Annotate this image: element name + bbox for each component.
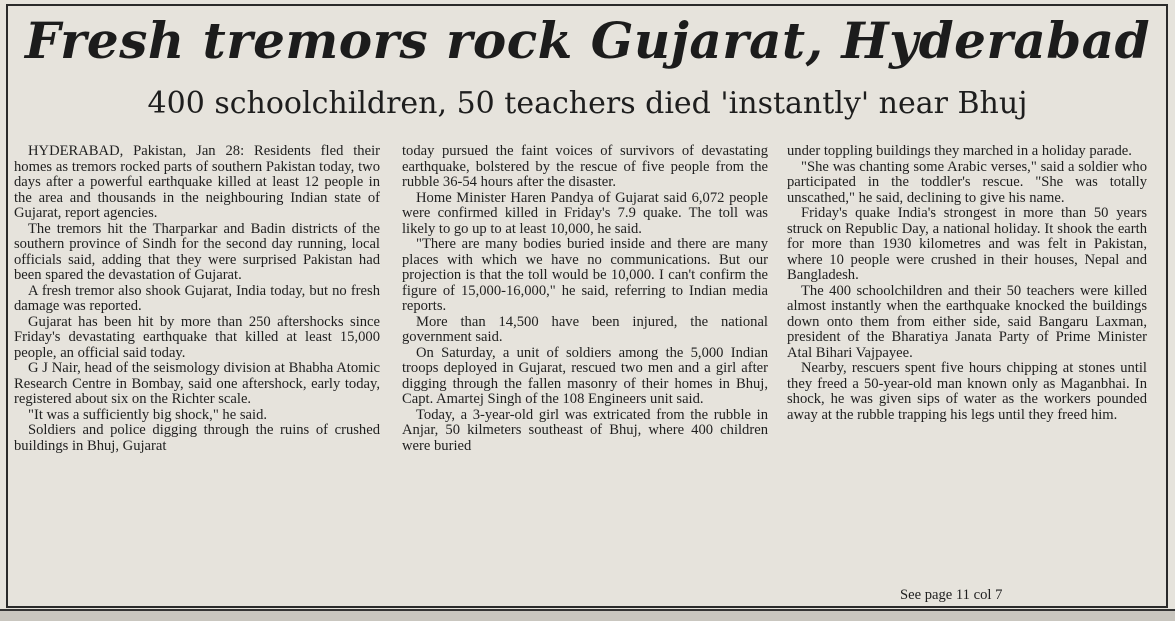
- headline: Fresh tremors rock Gujarat, Hyderabad: [24, 11, 1151, 70]
- paragraph: under toppling buildings they marched in a holiday parade.: [787, 144, 1132, 159]
- subheadline: 400 schoolchildren, 50 teachers died 'instantly' near Bhuj: [147, 86, 1028, 121]
- paragraph: More than 14,500 have been injured, the national government said.: [402, 313, 768, 345]
- paragraph: "She was chanting some Arabic verses," said a soldier who participated in the toddler's rescue. "She was totally unscathed," he said, declining to give his name.: [787, 158, 1147, 206]
- paragraph: today pursued the faint voices of survivors of devastating earthquake, bolstered by the rescue of five people from the rubble 36-54 hours after the disaster.: [402, 144, 768, 190]
- page-bottom-edge: [0, 609, 1175, 621]
- paragraph: Soldiers and police digging through the ruins of crushed buildings in Bhuj, Gujarat: [14, 422, 380, 454]
- paragraph: Home Minister Haren Pandya of Gujarat said 6,072 people were confirmed killed in Friday's 7.9 quake. The toll was likely to go up to at least 10,000, he said.: [402, 189, 768, 237]
- paragraph: "There are many bodies buried inside and there are many places with which we have no communications. But our projection is that the toll would be 10,000. I can't confirm the figure of 15,000-16,000," he said, referring to Indian media reports.: [402, 236, 768, 314]
- paragraph: G J Nair, head of the seismology division at Bhabha Atomic Research Centre in Bombay, said one aftershock, early today, registered about six on the Richter scale.: [14, 360, 380, 407]
- paragraph: On Saturday, a unit of soldiers among the 5,000 Indian troops deployed in Gujarat, rescued two men and a girl after digging through the fallen masonry of their homes in Bhuj, Capt. Amartej Singh of the 108 Engineers unit said.: [402, 344, 768, 407]
- paragraph: Gujarat has been hit by more than 250 aftershocks since Friday's devastating earthquake that killed at least 15,000 people, an official said today.: [14, 313, 380, 361]
- article-column-1: [14, 144, 380, 602]
- paragraph: A fresh tremor also shook Gujarat, India today, but no fresh damage was reported.: [14, 282, 380, 314]
- paragraph: HYDERABAD, Pakistan, Jan 28: Residents fled their homes as tremors rocked parts of southern Pakistan today, two days after a powerful earthquake killed at least 12 people in the area and thousands in the neighbouring Indian state of Gujarat, report agencies.: [14, 144, 380, 221]
- article-column-2: [402, 144, 768, 602]
- paragraph: The 400 schoolchildren and their 50 teachers were killed almost instantly when the earthquake knocked the buildings down onto them from either side, said Bangaru Laxman, president of the Bharatiya Janata Party of Prime Minister Atal Bihari Vajpayee.: [787, 282, 1147, 361]
- paragraph: The tremors hit the Tharparkar and Badin districts of the southern province of Sindh for the second day running, local officials said, adding that they were surprised Pakistan had been spared the devastation of Gujarat.: [14, 220, 380, 283]
- article-column-3: [787, 144, 1147, 602]
- continuation-note: See page 11 col 7: [900, 587, 1003, 603]
- paragraph: Friday's quake India's strongest in more than 50 years struck on Republic Day, a national holiday. It shook the earth for more than 1930 kilometres and was felt in Pakistan, where 10 people were crushed in their houses, Nepal and Bangladesh.: [787, 205, 1147, 283]
- paragraph: Nearby, rescuers spent five hours chipping at stones until they freed a 50-year-old man known only as Maganbhai. In shock, he was given sips of water as the workers pounded away at the rubble trapping his legs until they freed him.: [787, 360, 1147, 423]
- paragraph: Today, a 3-year-old girl was extricated from the rubble in Anjar, 50 kilmeters southeast of Bhuj, where 400 children were buried: [402, 406, 768, 454]
- paragraph: "It was a sufficiently big shock," he said.: [28, 406, 268, 423]
